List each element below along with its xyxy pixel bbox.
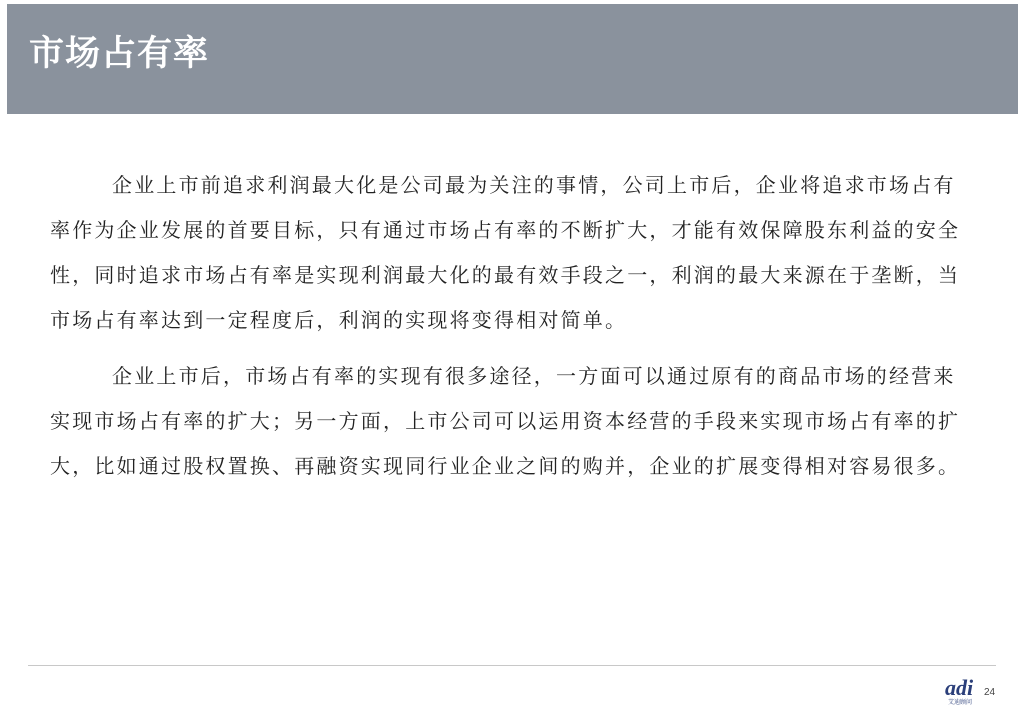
slide-title: 市场占有率 <box>29 34 210 74</box>
svg-text:艾迪顾问: 艾迪顾问 <box>948 699 973 705</box>
adi-logo-icon <box>944 675 982 705</box>
paragraph-1: 企业上市前追求利润最大化是公司最为关注的事情，公司上市后，企业将追求市场占有率作为企业发展的首要目标，只有通过市场占有率的不断扩大，才能有效保障股东利益的安全性，同时追求市场占有率是实现利润最大化的最有效手段之一，利润的最大来源在于垄断，当市场占有率达到一定程度后，利润的实现将变得相对简单。 <box>50 173 961 332</box>
title-bar <box>7 4 1018 114</box>
paragraph-2: 企业上市后，市场占有率的实现有很多途径，一方面可以通过原有的商品市场的经营来实现市场占有率的扩大；另一方面，上市公司可以运用资本经营的手段来实现市场占有率的扩大，比如通过股权置换、再融资实现同行业企业之间的购并，企业的扩展变得相对容易很多。 <box>50 364 961 478</box>
slide-body <box>50 163 970 489</box>
footer-divider <box>28 665 996 666</box>
svg-text:adi: adi <box>945 675 974 700</box>
page-number: 24 <box>984 687 996 698</box>
